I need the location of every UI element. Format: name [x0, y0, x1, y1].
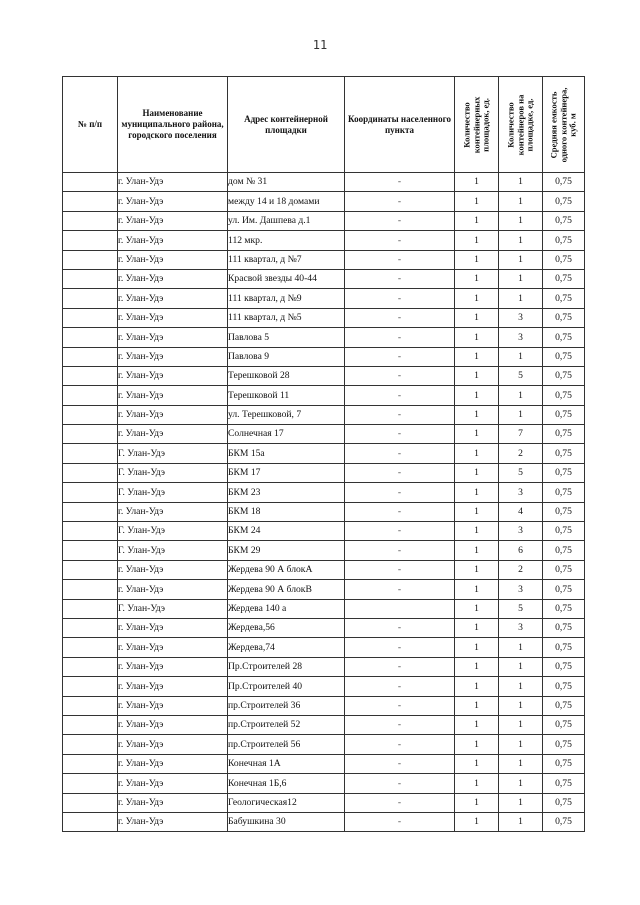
- row-number-cell: [63, 618, 118, 637]
- table-row: [63, 328, 585, 347]
- sites-count-cell: 1: [455, 211, 499, 230]
- row-number-cell: [63, 677, 118, 696]
- sites-count-cell: 1: [455, 405, 499, 424]
- coordinates-cell: -: [345, 347, 455, 366]
- capacity-cell: 0,75: [543, 715, 585, 734]
- address-cell: БКМ 15а: [228, 444, 345, 463]
- coordinates-cell: -: [345, 483, 455, 502]
- district-cell: г. Улан-Удэ: [118, 812, 228, 831]
- address-cell: 112 мкр.: [228, 231, 345, 250]
- sites-count-cell: 1: [455, 754, 499, 773]
- table-row: [63, 250, 585, 269]
- capacity-cell: 0,75: [543, 677, 585, 696]
- coordinates-cell: -: [345, 657, 455, 676]
- row-number-cell: [63, 754, 118, 773]
- sites-count-cell: 1: [455, 269, 499, 288]
- district-cell: г. Улан-Удэ: [118, 269, 228, 288]
- sites-count-cell: 1: [455, 793, 499, 812]
- coordinates-cell: -: [345, 774, 455, 793]
- coordinates-cell: -: [345, 366, 455, 385]
- containers-count-cell: 3: [499, 580, 543, 599]
- coordinates-cell: -: [345, 812, 455, 831]
- table-row: [63, 386, 585, 405]
- row-number-cell: [63, 463, 118, 482]
- table-row: [63, 347, 585, 366]
- row-number-cell: [63, 192, 118, 211]
- address-cell: Пр.Строителей 28: [228, 657, 345, 676]
- containers-count-cell: 1: [499, 754, 543, 773]
- district-cell: г. Улан-Удэ: [118, 502, 228, 521]
- capacity-cell: 0,75: [543, 812, 585, 831]
- address-cell: Павлова 5: [228, 328, 345, 347]
- containers-count-cell: 1: [499, 386, 543, 405]
- containers-count-cell: 5: [499, 463, 543, 482]
- containers-count-cell: 6: [499, 541, 543, 560]
- capacity-cell: 0,75: [543, 483, 585, 502]
- coordinates-cell: -: [345, 444, 455, 463]
- coordinates-cell: -: [345, 735, 455, 754]
- capacity-cell: 0,75: [543, 502, 585, 521]
- containers-count-cell: 1: [499, 715, 543, 734]
- district-cell: г. Улан-Удэ: [118, 657, 228, 676]
- sites-count-cell: 1: [455, 618, 499, 637]
- capacity-cell: 0,75: [543, 560, 585, 579]
- row-number-cell: [63, 231, 118, 250]
- sites-count-cell: 1: [455, 231, 499, 250]
- address-cell: БКМ 17: [228, 463, 345, 482]
- table-row: [63, 522, 585, 541]
- coordinates-cell: -: [345, 425, 455, 444]
- coordinates-cell: -: [345, 580, 455, 599]
- coordinates-cell: -: [345, 192, 455, 211]
- capacity-cell: 0,75: [543, 444, 585, 463]
- sites-count-cell: 1: [455, 774, 499, 793]
- containers-count-cell: 4: [499, 502, 543, 521]
- address-cell: БКМ 18: [228, 502, 345, 521]
- coordinates-cell: -: [345, 173, 455, 192]
- table-row: [63, 812, 585, 831]
- address-cell: 111 квартал, д №9: [228, 289, 345, 308]
- containers-count-cell: 3: [499, 483, 543, 502]
- address-cell: Пр.Строителей 40: [228, 677, 345, 696]
- capacity-cell: 0,75: [543, 173, 585, 192]
- address-cell: БКМ 29: [228, 541, 345, 560]
- row-number-cell: [63, 735, 118, 754]
- district-cell: г. Улан-Удэ: [118, 328, 228, 347]
- row-number-cell: [63, 502, 118, 521]
- coordinates-cell: -: [345, 211, 455, 230]
- address-cell: Жердева,56: [228, 618, 345, 637]
- capacity-cell: 0,75: [543, 774, 585, 793]
- table-row: [63, 231, 585, 250]
- sites-count-cell: 1: [455, 444, 499, 463]
- capacity-cell: 0,75: [543, 638, 585, 657]
- address-cell: Бабушкина 30: [228, 812, 345, 831]
- coordinates-cell: -: [345, 696, 455, 715]
- capacity-cell: 0,75: [543, 541, 585, 560]
- sites-count-cell: 1: [455, 386, 499, 405]
- containers-count-cell: 5: [499, 366, 543, 385]
- capacity-cell: 0,75: [543, 599, 585, 618]
- table-row: [63, 638, 585, 657]
- district-cell: Г. Улан-Удэ: [118, 463, 228, 482]
- table-row: [63, 502, 585, 521]
- containers-count-cell: 1: [499, 231, 543, 250]
- row-number-cell: [63, 347, 118, 366]
- capacity-cell: 0,75: [543, 793, 585, 812]
- coordinates-cell: -: [345, 328, 455, 347]
- district-cell: Г. Улан-Удэ: [118, 599, 228, 618]
- address-cell: Жердева 90 А блокВ: [228, 580, 345, 599]
- sites-count-cell: 1: [455, 638, 499, 657]
- coordinates-cell: -: [345, 522, 455, 541]
- header-containers: [499, 77, 543, 173]
- capacity-cell: 0,75: [543, 269, 585, 288]
- district-cell: г. Улан-Удэ: [118, 250, 228, 269]
- district-cell: г. Улан-Удэ: [118, 173, 228, 192]
- coordinates-cell: -: [345, 269, 455, 288]
- row-number-cell: [63, 541, 118, 560]
- district-cell: г. Улан-Удэ: [118, 735, 228, 754]
- address-cell: Жердева 90 А блокА: [228, 560, 345, 579]
- sites-count-cell: 1: [455, 366, 499, 385]
- containers-count-cell: 2: [499, 560, 543, 579]
- containers-count-cell: 3: [499, 522, 543, 541]
- sites-count-cell: 1: [455, 483, 499, 502]
- district-cell: Г. Улан-Удэ: [118, 522, 228, 541]
- address-cell: Конечная 1Б,6: [228, 774, 345, 793]
- coordinates-cell: -: [345, 463, 455, 482]
- row-number-cell: [63, 580, 118, 599]
- table-row: [63, 269, 585, 288]
- row-number-cell: [63, 405, 118, 424]
- header-num: № п/п: [63, 77, 118, 173]
- address-cell: ул. Терешковой, 7: [228, 405, 345, 424]
- capacity-cell: 0,75: [543, 696, 585, 715]
- containers-count-cell: 1: [499, 696, 543, 715]
- coordinates-cell: -: [345, 715, 455, 734]
- sites-count-cell: 1: [455, 463, 499, 482]
- district-cell: г. Улан-Удэ: [118, 211, 228, 230]
- sites-count-cell: 1: [455, 715, 499, 734]
- capacity-cell: 0,75: [543, 386, 585, 405]
- coordinates-cell: -: [345, 289, 455, 308]
- containers-count-cell: 1: [499, 269, 543, 288]
- table-row: [63, 715, 585, 734]
- header-district: Наименование муниципального района, городского поселения: [118, 77, 228, 173]
- containers-count-cell: 1: [499, 735, 543, 754]
- capacity-cell: 0,75: [543, 211, 585, 230]
- row-number-cell: [63, 657, 118, 676]
- capacity-cell: 0,75: [543, 754, 585, 773]
- district-cell: г. Улан-Удэ: [118, 580, 228, 599]
- table-row: [63, 366, 585, 385]
- coordinates-cell: -: [345, 250, 455, 269]
- table-row: [63, 793, 585, 812]
- row-number-cell: [63, 638, 118, 657]
- container-sites-table: [62, 76, 585, 832]
- district-cell: г. Улан-Удэ: [118, 715, 228, 734]
- district-cell: г. Улан-Удэ: [118, 425, 228, 444]
- address-cell: пр.Строителей 56: [228, 735, 345, 754]
- containers-count-cell: 1: [499, 347, 543, 366]
- district-cell: Г. Улан-Удэ: [118, 541, 228, 560]
- capacity-cell: 0,75: [543, 425, 585, 444]
- coordinates-cell: -: [345, 308, 455, 327]
- coordinates-cell: -: [345, 502, 455, 521]
- row-number-cell: [63, 366, 118, 385]
- table-header-row: [63, 77, 585, 173]
- sites-count-cell: 1: [455, 599, 499, 618]
- table-row: [63, 618, 585, 637]
- capacity-cell: 0,75: [543, 250, 585, 269]
- district-cell: г. Улан-Удэ: [118, 677, 228, 696]
- table-body: [63, 173, 585, 832]
- header-coords: Координаты населенного пункта: [345, 77, 455, 173]
- row-number-cell: [63, 211, 118, 230]
- row-number-cell: [63, 425, 118, 444]
- sites-count-cell: 1: [455, 677, 499, 696]
- containers-count-cell: 3: [499, 328, 543, 347]
- sites-count-cell: 1: [455, 580, 499, 599]
- containers-count-cell: 1: [499, 774, 543, 793]
- table-row: [63, 774, 585, 793]
- row-number-cell: [63, 774, 118, 793]
- address-cell: Терешковой 11: [228, 386, 345, 405]
- containers-count-cell: 1: [499, 638, 543, 657]
- header-sites-label: Количество контейнерных площадок, ед.: [461, 96, 491, 153]
- address-cell: 111 квартал, д №7: [228, 250, 345, 269]
- containers-count-cell: 3: [499, 618, 543, 637]
- page-number: 11: [312, 38, 328, 52]
- address-cell: 111 квартал, д №5: [228, 308, 345, 327]
- capacity-cell: 0,75: [543, 657, 585, 676]
- containers-count-cell: 1: [499, 793, 543, 812]
- coordinates-cell: -: [345, 386, 455, 405]
- address-cell: между 14 и 18 домами: [228, 192, 345, 211]
- sites-count-cell: 1: [455, 812, 499, 831]
- containers-count-cell: 1: [499, 657, 543, 676]
- table-row: [63, 463, 585, 482]
- table-row: [63, 289, 585, 308]
- sites-count-cell: 1: [455, 328, 499, 347]
- address-cell: Конечная 1А: [228, 754, 345, 773]
- row-number-cell: [63, 696, 118, 715]
- address-cell: пр.Строителей 36: [228, 696, 345, 715]
- capacity-cell: 0,75: [543, 580, 585, 599]
- coordinates-cell: -: [345, 677, 455, 696]
- capacity-cell: 0,75: [543, 618, 585, 637]
- table-row: [63, 580, 585, 599]
- row-number-cell: [63, 483, 118, 502]
- district-cell: г. Улан-Удэ: [118, 560, 228, 579]
- table-row: [63, 599, 585, 618]
- table-row: [63, 541, 585, 560]
- containers-count-cell: 1: [499, 173, 543, 192]
- containers-count-cell: 2: [499, 444, 543, 463]
- capacity-cell: 0,75: [543, 289, 585, 308]
- sites-count-cell: 1: [455, 308, 499, 327]
- address-cell: пр.Строителей 52: [228, 715, 345, 734]
- table-row: [63, 754, 585, 773]
- table-row: [63, 657, 585, 676]
- address-cell: Геологическая12: [228, 793, 345, 812]
- row-number-cell: [63, 328, 118, 347]
- row-number-cell: [63, 812, 118, 831]
- header-containers-label: Количество контейнеров на площадке, ед.: [505, 94, 535, 155]
- sites-count-cell: 1: [455, 522, 499, 541]
- containers-count-cell: 7: [499, 425, 543, 444]
- sites-count-cell: 1: [455, 541, 499, 560]
- district-cell: г. Улан-Удэ: [118, 638, 228, 657]
- district-cell: г. Улан-Удэ: [118, 308, 228, 327]
- address-cell: Солнечная 17: [228, 425, 345, 444]
- containers-count-cell: 5: [499, 599, 543, 618]
- address-cell: Терешковой 28: [228, 366, 345, 385]
- coordinates-cell: -: [345, 231, 455, 250]
- district-cell: г. Улан-Удэ: [118, 347, 228, 366]
- containers-count-cell: 1: [499, 812, 543, 831]
- capacity-cell: 0,75: [543, 735, 585, 754]
- containers-count-cell: 1: [499, 192, 543, 211]
- district-cell: г. Улан-Удэ: [118, 192, 228, 211]
- capacity-cell: 0,75: [543, 522, 585, 541]
- address-cell: БКМ 24: [228, 522, 345, 541]
- header-address: Адрес контейнерной площадки: [228, 77, 345, 173]
- table-row: [63, 308, 585, 327]
- row-number-cell: [63, 308, 118, 327]
- address-cell: БКМ 23: [228, 483, 345, 502]
- sites-count-cell: 1: [455, 735, 499, 754]
- coordinates-cell: [345, 599, 455, 618]
- district-cell: г. Улан-Удэ: [118, 696, 228, 715]
- district-cell: Г. Улан-Удэ: [118, 483, 228, 502]
- capacity-cell: 0,75: [543, 192, 585, 211]
- table-row: [63, 192, 585, 211]
- district-cell: г. Улан-Удэ: [118, 793, 228, 812]
- containers-count-cell: 1: [499, 677, 543, 696]
- row-number-cell: [63, 269, 118, 288]
- header-capacity: [543, 77, 585, 173]
- sites-count-cell: 1: [455, 502, 499, 521]
- coordinates-cell: -: [345, 541, 455, 560]
- coordinates-cell: -: [345, 638, 455, 657]
- sites-count-cell: 1: [455, 173, 499, 192]
- district-cell: г. Улан-Удэ: [118, 754, 228, 773]
- sites-count-cell: 1: [455, 347, 499, 366]
- row-number-cell: [63, 715, 118, 734]
- address-cell: ул. Им. Дашпева д.1: [228, 211, 345, 230]
- capacity-cell: 0,75: [543, 463, 585, 482]
- capacity-cell: 0,75: [543, 308, 585, 327]
- sites-count-cell: 1: [455, 560, 499, 579]
- district-cell: г. Улан-Удэ: [118, 774, 228, 793]
- sites-count-cell: 1: [455, 657, 499, 676]
- district-cell: Г. Улан-Удэ: [118, 444, 228, 463]
- sites-count-cell: 1: [455, 289, 499, 308]
- district-cell: г. Улан-Удэ: [118, 405, 228, 424]
- sites-count-cell: 1: [455, 696, 499, 715]
- row-number-cell: [63, 444, 118, 463]
- coordinates-cell: -: [345, 618, 455, 637]
- table-row: [63, 444, 585, 463]
- table-row: [63, 696, 585, 715]
- capacity-cell: 0,75: [543, 405, 585, 424]
- containers-count-cell: 1: [499, 405, 543, 424]
- address-cell: дом № 31: [228, 173, 345, 192]
- capacity-cell: 0,75: [543, 328, 585, 347]
- table-row: [63, 483, 585, 502]
- sites-count-cell: 1: [455, 425, 499, 444]
- district-cell: г. Улан-Удэ: [118, 289, 228, 308]
- table-row: [63, 735, 585, 754]
- row-number-cell: [63, 522, 118, 541]
- table-row: [63, 211, 585, 230]
- coordinates-cell: -: [345, 754, 455, 773]
- capacity-cell: 0,75: [543, 231, 585, 250]
- address-cell: Павлова 9: [228, 347, 345, 366]
- district-cell: г. Улан-Удэ: [118, 618, 228, 637]
- header-capacity-label: Средняя емкость одного контейнера, куб. м: [548, 87, 578, 162]
- row-number-cell: [63, 386, 118, 405]
- address-cell: Жердева,74: [228, 638, 345, 657]
- row-number-cell: [63, 560, 118, 579]
- district-cell: г. Улан-Удэ: [118, 386, 228, 405]
- row-number-cell: [63, 599, 118, 618]
- sites-count-cell: 1: [455, 192, 499, 211]
- district-cell: г. Улан-Удэ: [118, 366, 228, 385]
- coordinates-cell: -: [345, 405, 455, 424]
- table-row: [63, 560, 585, 579]
- header-sites: [455, 77, 499, 173]
- capacity-cell: 0,75: [543, 366, 585, 385]
- containers-count-cell: 1: [499, 289, 543, 308]
- coordinates-cell: -: [345, 560, 455, 579]
- address-cell: Жердева 140 а: [228, 599, 345, 618]
- row-number-cell: [63, 793, 118, 812]
- table-row: [63, 405, 585, 424]
- coordinates-cell: -: [345, 793, 455, 812]
- containers-count-cell: 1: [499, 250, 543, 269]
- row-number-cell: [63, 250, 118, 269]
- containers-count-cell: 1: [499, 211, 543, 230]
- address-cell: Красвой звезды 40-44: [228, 269, 345, 288]
- containers-count-cell: 3: [499, 308, 543, 327]
- table-row: [63, 677, 585, 696]
- district-cell: г. Улан-Удэ: [118, 231, 228, 250]
- table-row: [63, 173, 585, 192]
- table-row: [63, 425, 585, 444]
- capacity-cell: 0,75: [543, 347, 585, 366]
- row-number-cell: [63, 173, 118, 192]
- row-number-cell: [63, 289, 118, 308]
- sites-count-cell: 1: [455, 250, 499, 269]
